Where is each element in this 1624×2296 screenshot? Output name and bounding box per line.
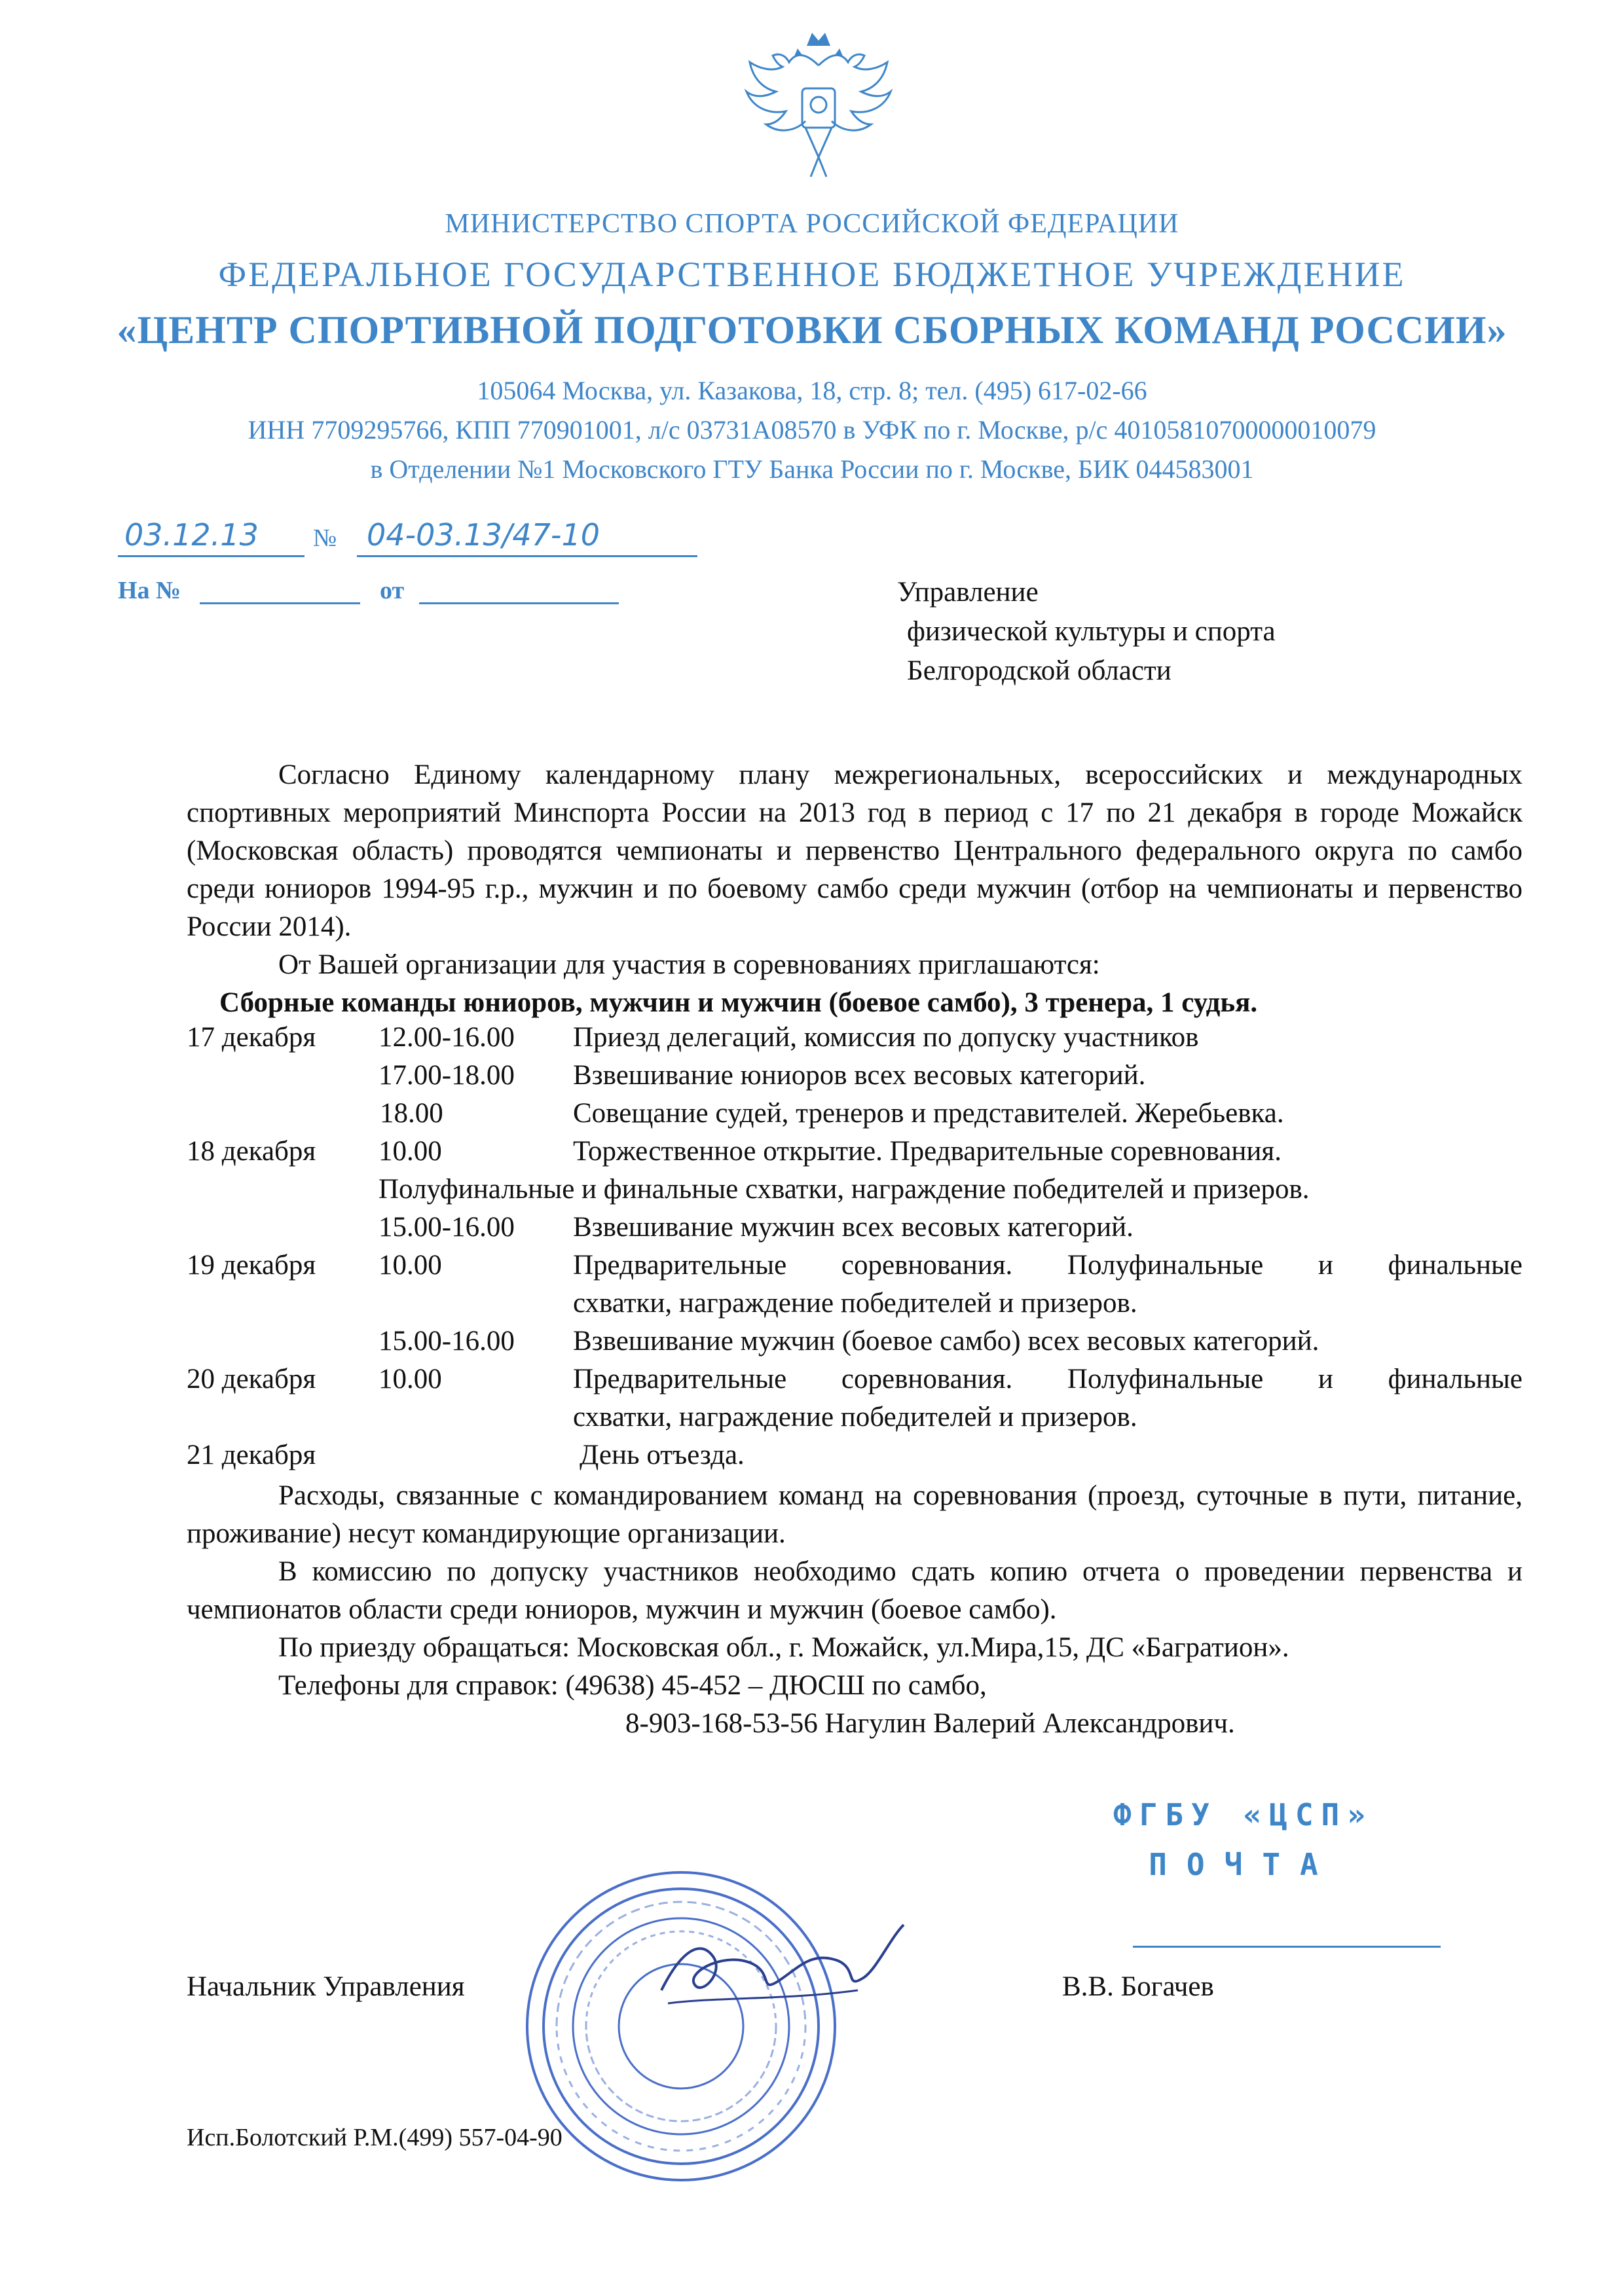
schedule-event: День отъезда. (580, 1440, 745, 1470)
signatory-name: В.В. Богачев (1062, 1971, 1214, 2002)
executor-contact: Исп.Болотский Р.М.(499) 557-04-90 (187, 2124, 563, 2151)
outgoing-number: 04-03.13/47-10 (367, 517, 600, 553)
handwritten-signature (642, 1912, 917, 2030)
schedule-event: Предварительные соревнования. Полуфинальные и финальные (573, 1250, 1522, 1281)
phones-contact: 8-903-168-53-56 Нагулин Валерий Александрович. (625, 1708, 1235, 1739)
schedule-day: 20 декабря (187, 1364, 316, 1394)
schedule-event: Торжественное открытие. Предварительные соревнования. (573, 1136, 1282, 1167)
schedule-event: Приезд делегаций, комиссия по допуску участников (573, 1022, 1199, 1053)
bank-branch-line: в Отделении №1 Московского ГТУ Банка России по г. Москве, БИК 044583001 (370, 454, 1254, 484)
invite-paragraph: От Вашей организации для участия в соревнованиях приглашаются: (278, 949, 1100, 980)
expenses-paragraph: Расходы, связанные с командированием команд на соревнования (проезд, суточные в пути, питание, проживание) несут командирующие организации. (187, 1480, 1522, 1549)
letter-body (187, 756, 1522, 1022)
schedule-event: схватки, награждение победителей и призеров. (573, 1288, 1137, 1319)
mail-stamp (1113, 1797, 1373, 1882)
phones-paragraph: Телефоны для справок: (49638) 45-452 – ДЮСШ по самбо, (278, 1670, 987, 1701)
mail-stamp-label: ПОЧТА (1149, 1847, 1338, 1882)
mail-stamp-org: ФГБУ «ЦСП» (1113, 1797, 1373, 1832)
schedule-day: 19 декабря (187, 1250, 316, 1281)
arrival-paragraph: По приезду обращаться: Московская обл., г. Можайск, ул.Мира,15, ДС «Багратион». (278, 1632, 1289, 1663)
mail-stamp-underline (1133, 1946, 1441, 1948)
institution-name: «ЦЕНТР СПОРТИВНОЙ ПОДГОТОВКИ СБОРНЫХ КОМАНД РОССИИ» (117, 308, 1507, 352)
signatory-title: Начальник Управления (187, 1971, 465, 2002)
closing-section (187, 1477, 1522, 1743)
reference-number-underline (200, 602, 360, 604)
schedule-time: 10.00 (378, 1250, 442, 1281)
ministry-name: МИНИСТЕРСТВО СПОРТА РОССИЙСКОЙ ФЕДЕРАЦИИ (445, 209, 1179, 239)
intro-paragraph: Согласно Единому календарному плану межрегиональных, всероссийских и международных спортивных мероприятий Минспорта России на 2013 год в период с 17 по 21 декабря в городе Можайск (Московская область) проводятся чемпионаты и первенство Центрального федерального округа по самбо среди юниоров 1994-95 г.р., мужчин и по боевому самбо среди мужчин (отбор на чемпионаты и первенство России 2014). (187, 759, 1522, 942)
reference-from-label: от (380, 577, 405, 604)
schedule-day: 17 декабря (187, 1022, 316, 1053)
date-underline (118, 555, 304, 557)
outgoing-number-label: № (313, 524, 337, 552)
schedule-event: Взвешивание мужчин (боевое самбо) всех весовых категорий. (573, 1326, 1320, 1357)
schedule-time: 18.00 (380, 1098, 443, 1129)
address-line: 105064 Москва, ул. Казакова, 18, стр. 8; тел. (495) 617-02-66 (477, 376, 1147, 405)
institution-type: ФЕДЕРАЛЬНОЕ ГОСУДАРСТВЕННОЕ БЮДЖЕТНОЕ УЧРЕЖДЕНИЕ (218, 255, 1406, 294)
reference-label: На № (118, 577, 181, 604)
schedule-time: 12.00-16.00 (378, 1022, 515, 1053)
number-underline (357, 555, 697, 557)
commission-paragraph: В комиссию по допуску участников необходимо сдать копию отчета о проведении первенства и чемпионатов области среди юниоров, мужчин и мужчин (боевое самбо). (187, 1556, 1522, 1625)
schedule-event: Совещание судей, тренеров и представителей. Жеребьевка. (573, 1098, 1284, 1129)
addressee-line: физической культуры и спорта (907, 616, 1276, 647)
schedule-time: 17.00-18.00 (378, 1060, 515, 1091)
schedule-time: 10.00 (378, 1364, 442, 1394)
schedule-time: 15.00-16.00 (378, 1212, 515, 1243)
outgoing-date: 03.12.13 (124, 517, 259, 553)
schedule-day: 21 декабря (187, 1440, 316, 1470)
double-headed-eagle-emblem (733, 26, 904, 190)
schedule-time: 10.00 (378, 1136, 442, 1167)
schedule-event: Взвешивание юниоров всех весовых категорий. (573, 1060, 1146, 1091)
team-composition: Сборные команды юниоров, мужчин и мужчин (боевое самбо), 3 тренера, 1 судья. (219, 987, 1258, 1018)
reference-date-underline (419, 602, 619, 604)
schedule-event: схватки, награждение победителей и призеров. (573, 1402, 1137, 1432)
bank-details-line: ИНН 7709295766, КПП 770901001, л/с 03731А08570 в УФК по г. Москве, р/с 40105810700000010079 (248, 415, 1376, 445)
addressee-line: Управление (897, 577, 1039, 608)
addressee-line: Белгородской области (907, 655, 1172, 686)
schedule-event: Предварительные соревнования. Полуфинальные и финальные (573, 1364, 1522, 1394)
schedule-day: 18 декабря (187, 1136, 316, 1167)
schedule-time: 15.00-16.00 (378, 1326, 515, 1357)
schedule-event: Взвешивание мужчин всех весовых категорий. (573, 1212, 1134, 1243)
schedule-event: Полуфинальные и финальные схватки, награждение победителей и призеров. (378, 1174, 1310, 1205)
